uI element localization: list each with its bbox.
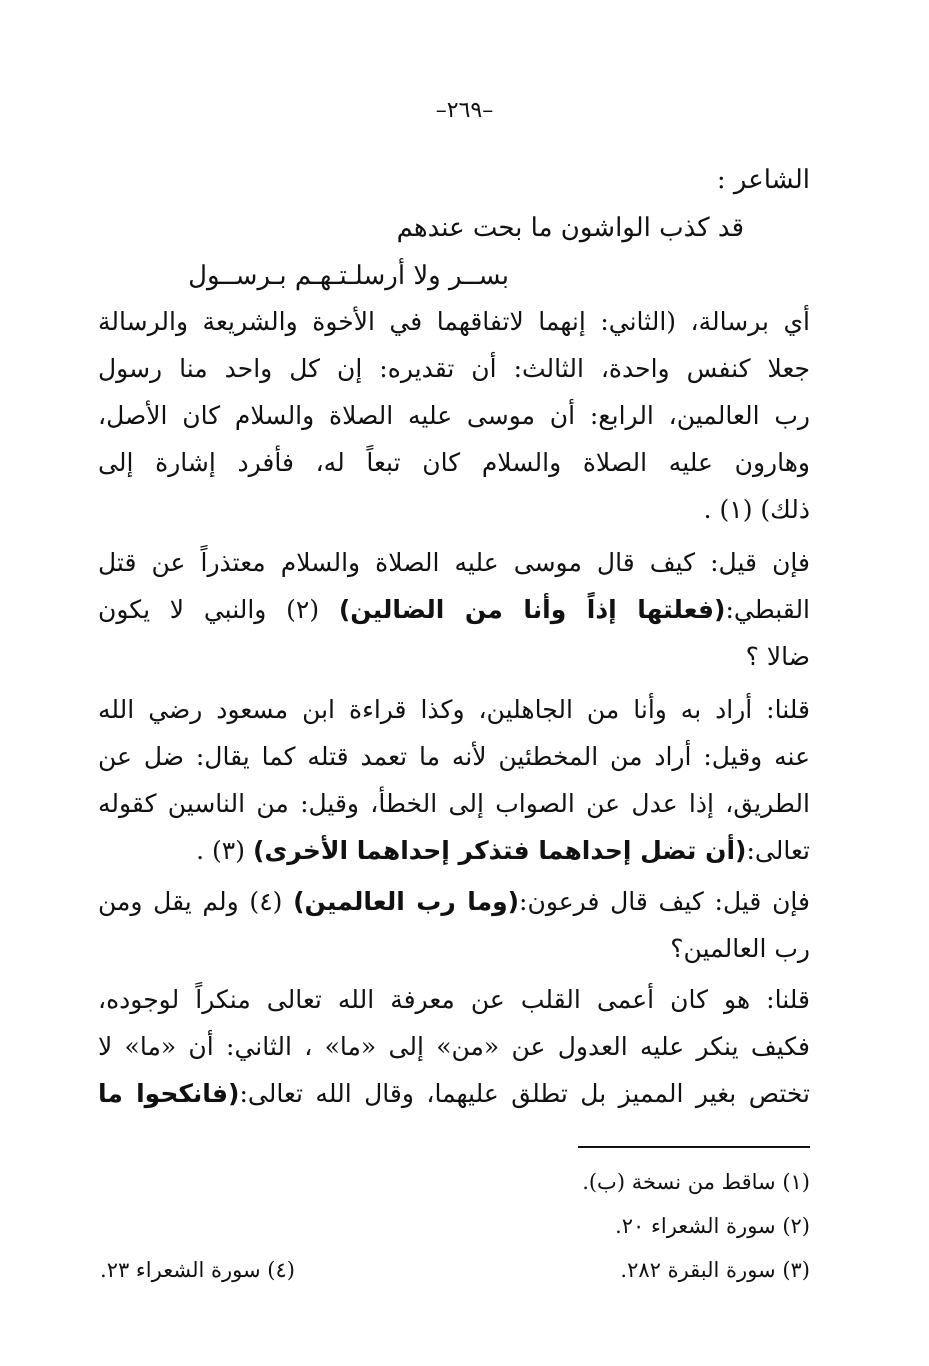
text-line: وهارون عليه الصلاة والسلام كان تبعاً له، فأفرد إشارة إلى (98, 448, 810, 477)
text-span: (٢) والنبي لا يكون (98, 595, 320, 624)
quran-quote: (وما رب العالمين) (293, 887, 520, 916)
footnote-4: (٤) سورة الشعراء ٢٣. (100, 1258, 295, 1282)
text-line (98, 829, 810, 873)
text-line (98, 1072, 810, 1116)
poet-label: الشاعر : (716, 165, 810, 195)
footnote-2: (٢) سورة الشعراء ٢٠. (615, 1214, 810, 1238)
text-line: ذلك) (١) . (703, 495, 810, 524)
verse-hemistich-2: بســر ولا أرسلـتـهـم بـرســول (188, 261, 509, 291)
verse-hemistich-1: قد كذب الواشون ما بحت عندهم (396, 213, 744, 243)
text-line (98, 880, 810, 924)
text-line: أي برسالة، (الثاني: إنهما لاتفاقهما في الأخوة والشريعة والرسالة (98, 307, 810, 336)
quran-quote: (أن تضل إحداهما فتذكر إحداهما الأخرى) (252, 836, 747, 865)
text-span: تختص بغير المميز بل تطلق عليهما، وقال الله تعالى: (239, 1079, 810, 1108)
text-span: (٣) . (196, 836, 245, 865)
footnote-1: (١) ساقط من نسخة (ب). (582, 1170, 810, 1194)
text-line: قلنا: أراد به وأنا من الجاهلين، وكذا قراءة ابن مسعود رضي الله (98, 695, 810, 724)
page-number: –٢٦٩– (435, 98, 494, 123)
text-line: فكيف ينكر عليه العدول عن «من» إلى «ما» ، الثاني: أن «ما» لا (98, 1032, 810, 1061)
text-line: رب العالمين، الرابع: أن موسى عليه الصلاة والسلام كان الأصل، (98, 401, 810, 430)
footnote-divider (578, 1146, 810, 1148)
quran-quote: (فانكحوا ما (98, 1079, 240, 1108)
text-line: الطريق، إذا عدل عن الصواب إلى الخطأ، وقيل: من الناسين كقوله (98, 789, 810, 818)
quran-quote: (فعلتها إذاً وأنا من الضالين) (338, 595, 726, 624)
text-line: عنه وقيل: أراد من المخطئين لأنه ما تعمد قتله كما يقال: ضل عن (98, 742, 810, 771)
text-span: القبطي: (725, 595, 811, 624)
footnote-3: (٣) سورة البقرة ٢٨٢. (620, 1258, 810, 1282)
text-line: جعلا كنفس واحدة، الثالث: أن تقديره: إن كل واحد منا رسول (98, 354, 810, 383)
text-line: فإن قيل: كيف قال موسى عليه الصلاة والسلام معتذراً عن قتل (98, 548, 810, 577)
text-span: فإن قيل: كيف قال فرعون: (519, 887, 810, 916)
text-span: (٤) ولم يقل ومن (98, 887, 283, 916)
text-line (98, 588, 810, 632)
text-line: ضالا ؟ (745, 642, 810, 671)
text-line: رب العالمين؟ (670, 934, 810, 963)
text-line: قلنا: هو كان أعمى القلب عن معرفة الله تعالى منكراً لوجوده، (98, 985, 810, 1014)
text-span: تعالى: (746, 836, 810, 865)
